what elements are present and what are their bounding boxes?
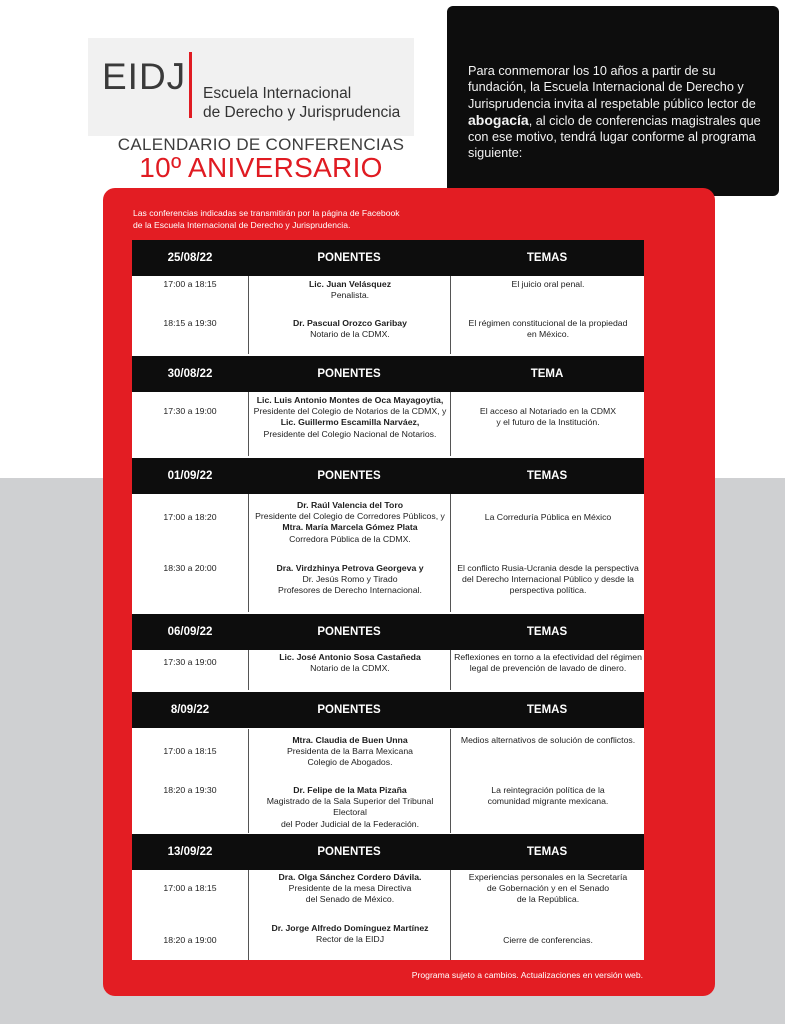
section-header xyxy=(132,692,644,728)
topic-cell xyxy=(452,872,644,906)
broadcast-note-line1: Las conferencias indicadas se transmitirán por la página de Facebook xyxy=(133,208,400,218)
time-slot: 18:30 a 20:00 xyxy=(163,563,217,573)
speaker-cell xyxy=(249,735,451,769)
topic-cell xyxy=(452,935,644,946)
speaker-role: Penalista. xyxy=(330,290,370,301)
column-header-temas: TEMAS xyxy=(526,626,568,638)
column-header-ponentes: PONENTES xyxy=(317,470,381,482)
speaker-name: Dr. Felipe de la Mata Pizaña xyxy=(293,785,407,795)
topic-line: perspectiva política. xyxy=(509,585,587,596)
speaker-cell xyxy=(249,563,451,597)
speaker-name: Lic. Luis Antonio Montes de Oca Mayagoytia, xyxy=(256,395,444,405)
time-slot: 18:15 a 19:30 xyxy=(163,318,217,328)
speaker-name: Dr. Pascual Orozco Garibay xyxy=(293,318,407,328)
column-header-ponentes: PONENTES xyxy=(317,252,381,264)
speaker-cell xyxy=(249,395,451,440)
section-date: 13/09/22 xyxy=(167,846,213,858)
speaker-cell xyxy=(249,500,451,545)
topic-line: Experiencias personales en la Secretaría xyxy=(468,872,628,882)
anniversary-title: 10º ANIVERSARIO xyxy=(139,152,383,183)
column-header-ponentes: PONENTES xyxy=(317,368,381,380)
topic-line: legal de prevención de lavado de dinero. xyxy=(469,663,627,674)
topic-line: de la República. xyxy=(516,894,580,905)
section-header xyxy=(132,356,644,392)
topic-line: del Derecho Internacional Público y desde la xyxy=(462,574,634,585)
speaker-role: Notario de la CDMX. xyxy=(310,329,390,340)
topic-line: comunidad migrante mexicana. xyxy=(487,796,609,807)
speaker-role: Magistrado de la Sala Superior del Tribunal Electoral xyxy=(266,796,434,818)
speaker-role: Presidente del Colegio de Notarios de la CDMX, y xyxy=(253,406,447,417)
topic-line: Medios alternativos de solución de conflictos. xyxy=(460,735,636,745)
intro-text xyxy=(468,63,768,162)
column-header-temas: TEMAS xyxy=(526,846,568,858)
speaker-name: Lic. Guillermo Escamilla Narváez, xyxy=(280,417,420,428)
column-header-ponentes: PONENTES xyxy=(317,626,381,638)
time-slot: 17:00 a 18:15 xyxy=(163,883,217,893)
speaker-name: Dra. Virdzhinya Petrova Georgeva y xyxy=(276,563,424,573)
topic-line: y el futuro de la Institución. xyxy=(496,417,600,428)
section-header xyxy=(132,458,644,494)
speaker-role: Presidenta de la Barra Mexicana xyxy=(286,746,414,757)
section-header xyxy=(132,834,644,870)
column-header-temas: TEMAS xyxy=(526,470,568,482)
speaker-role: Presidente del Colegio Nacional de Notarios. xyxy=(263,428,437,439)
speaker-name: Dr. Raúl Valencia del Toro xyxy=(296,500,404,510)
speaker-name: Dra. Olga Sánchez Cordero Dávila. xyxy=(278,872,422,882)
topic-line: Reflexiones en torno a la efectividad del régimen xyxy=(454,652,642,662)
speaker-role: Rector de la EIDJ xyxy=(315,934,385,945)
section-header xyxy=(132,614,644,650)
topic-line: El régimen constitucional de la propiedad xyxy=(468,318,628,328)
intro-highlight: abogacía xyxy=(468,111,529,128)
topic-cell xyxy=(452,785,644,807)
school-name xyxy=(203,84,400,122)
speaker-name: Mtra. Claudia de Buen Unna xyxy=(292,735,408,745)
section-date: 30/08/22 xyxy=(167,368,213,380)
time-slot: 17:00 a 18:15 xyxy=(163,279,217,289)
speaker-name: Lic. Juan Velásquez xyxy=(308,279,392,289)
speaker-role: del Poder Judicial de la Federación. xyxy=(280,818,420,829)
eidj-logo: EIDJ xyxy=(102,56,187,97)
topic-line: El acceso al Notariado en la CDMX xyxy=(479,406,617,416)
speaker-role: Dr. Jesús Romo y Tirado xyxy=(302,574,398,585)
school-name-line1: Escuela Internacional xyxy=(203,85,352,102)
intro-text-before: Para conmemorar los 10 años a partir de su fundación, la Escuela Internacional de Derecho y Jurisprudencia invita al respetable público lector de xyxy=(468,64,756,111)
column-header-ponentes: PONENTES xyxy=(317,846,381,858)
section-date: 01/09/22 xyxy=(167,470,213,482)
speaker-cell xyxy=(249,652,451,674)
speaker-role: Corredora Pública de la CDMX. xyxy=(289,533,411,544)
time-slot: 17:00 a 18:15 xyxy=(163,746,217,756)
section-header xyxy=(132,240,644,276)
topic-line: Cierre de conferencias. xyxy=(503,935,593,945)
logo-divider xyxy=(189,52,192,118)
topic-line: El conflicto Rusia-Ucrania desde la perspectiva xyxy=(457,563,639,573)
speaker-name: Dr. Jorge Alfredo Domínguez Martínez xyxy=(271,923,429,933)
topic-line: La Correduría Pública en México xyxy=(484,512,612,522)
section-date: 25/08/22 xyxy=(167,252,213,264)
speaker-role: Notario de la CDMX. xyxy=(310,663,390,674)
topic-cell xyxy=(452,735,644,746)
topic-line: de Gobernación y en el Senado xyxy=(486,883,610,894)
topic-cell xyxy=(452,563,644,597)
broadcast-note-line2: de la Escuela Internacional de Derecho y Jurisprudencia. xyxy=(133,219,351,230)
speaker-name: Mtra. María Marcela Gómez Plata xyxy=(282,522,418,533)
time-slot: 17:30 a 19:00 xyxy=(163,406,217,416)
section-date: 8/09/22 xyxy=(170,704,210,716)
intro-text-after: , al ciclo de conferencias magistrales que con ese motivo, tendrá lugar conforme al programa siguiente: xyxy=(468,113,761,161)
column-header-temas: TEMA xyxy=(530,368,564,380)
column-header-ponentes: PONENTES xyxy=(317,704,381,716)
speaker-cell xyxy=(249,923,451,945)
time-slot: 17:00 a 18:20 xyxy=(163,512,217,522)
speaker-role: Presidente del Colegio de Corredores Públicos, y xyxy=(255,511,445,522)
footer-note: Programa sujeto a cambios. Actualizaciones en versión web. xyxy=(411,970,643,980)
school-name-line2: de Derecho y Jurisprudencia xyxy=(203,104,401,121)
topic-line: en México. xyxy=(526,329,569,340)
topic-line: El juicio oral penal. xyxy=(511,279,585,289)
speaker-role: Colegio de Abogados. xyxy=(307,757,393,768)
topic-cell xyxy=(452,406,644,428)
topic-cell xyxy=(452,512,644,523)
speaker-name: Lic. José Antonio Sosa Castañeda xyxy=(279,652,421,662)
speaker-cell xyxy=(249,318,451,340)
time-slot: 18:20 a 19:00 xyxy=(163,935,217,945)
section-date: 06/09/22 xyxy=(167,626,213,638)
time-slot: 18:20 a 19:30 xyxy=(163,785,217,795)
time-slot: 17:30 a 19:00 xyxy=(163,657,217,667)
speaker-cell xyxy=(249,279,451,301)
column-header-temas: TEMAS xyxy=(526,252,568,264)
calendar-title: CALENDARIO DE CONFERENCIAS xyxy=(117,135,405,154)
topic-cell xyxy=(452,652,644,674)
topic-line: La reintegración política de la xyxy=(491,785,605,795)
topic-cell xyxy=(452,318,644,340)
column-header-temas: TEMAS xyxy=(526,704,568,716)
speaker-cell xyxy=(249,785,451,830)
broadcast-note xyxy=(133,208,463,231)
speaker-role: Profesores de Derecho Internacional. xyxy=(278,585,422,596)
speaker-cell xyxy=(249,872,451,906)
speaker-role: Presidente de la mesa Directiva xyxy=(288,883,412,894)
topic-cell xyxy=(452,279,644,290)
speaker-role: del Senado de México. xyxy=(305,894,395,905)
